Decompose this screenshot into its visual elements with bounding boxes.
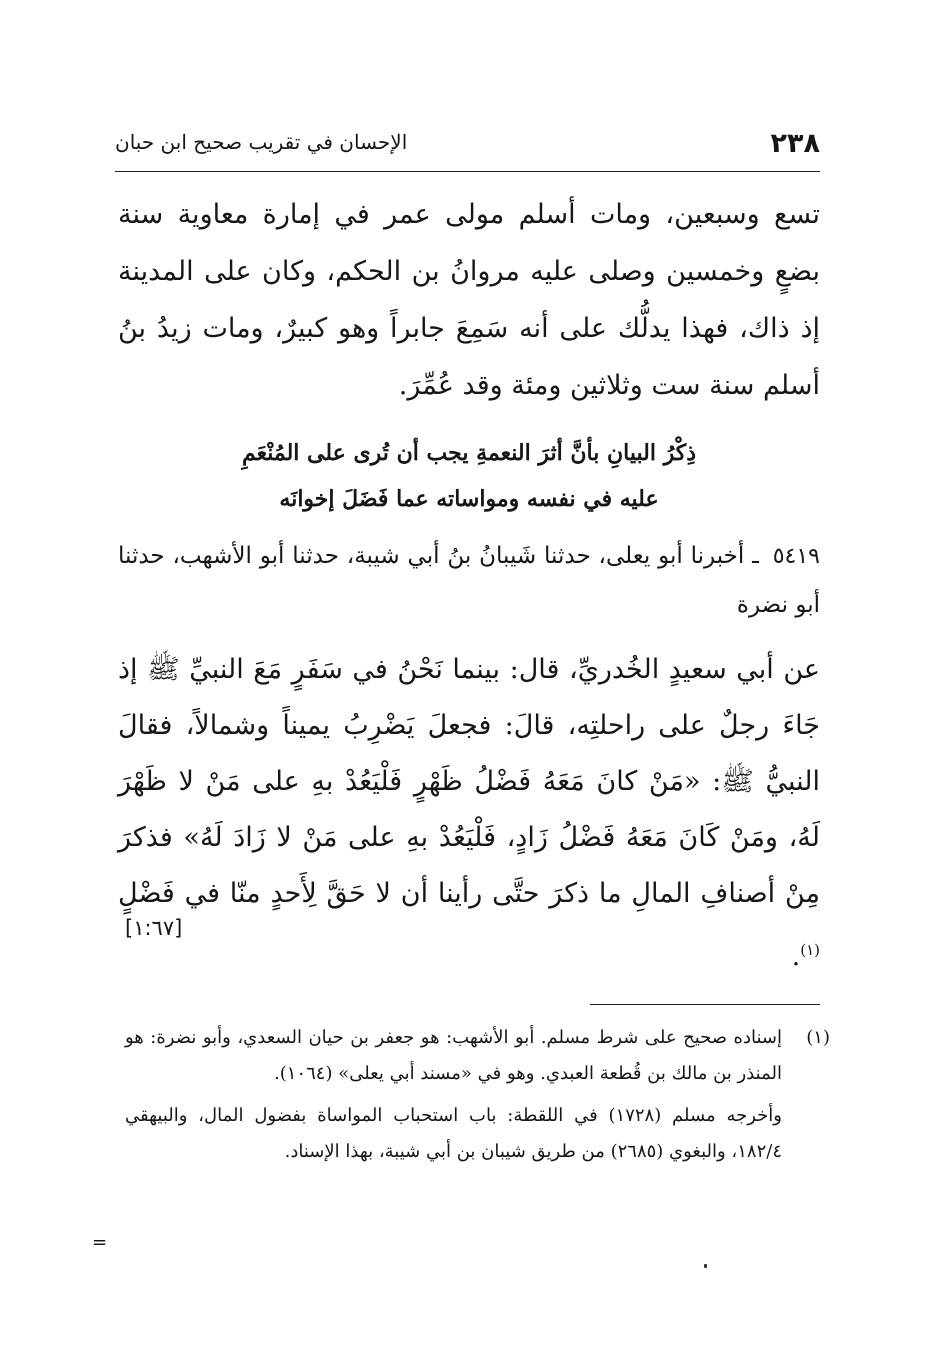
header-rule <box>115 171 820 172</box>
hadith-matn-text: عن أبي سعيدٍ الخُدريِّ، قال: بينما نَحْنُ في سَفَرٍ مَعَ النبيِّ ﷺ إذ جَاءَ رجلٌ على راحلتِه، قالَ: فجعلَ يَضْرِبُ يميناً وشمالاً، فقالَ النبيُّ ﷺ: «مَنْ كانَ مَعَهُ فَضْلُ ظَهْرٍ فَلْيَعُدْ بهِ على مَنْ لا ظَهْرَ لَهُ، ومَنْ كَانَ مَعَهُ فَضْلُ زَادٍ، فَلْيَعُدْ بهِ على مَنْ لا زَادَ لَهُ» فذكرَ مِنْ أصنافِ المالِ ما ذكرَ حتَّى رأينا أن لا حَقَّ لِأَحدٍ منّا في فَضْلٍ <box>118 654 820 909</box>
section-heading <box>118 430 820 522</box>
print-speck <box>704 1264 707 1268</box>
hadith-number: ٥٤١٩ <box>772 544 820 569</box>
footnote-1 <box>125 1020 830 1092</box>
hadith-dash: ـ <box>752 543 759 569</box>
hadith-matn: عن أبي سعيدٍ الخُدريِّ، قال: بينما نَحْنُ في سَفَرٍ مَعَ النبيِّ ﷺ إذ جَاءَ رجلٌ على راحلتِه، قالَ: فجعلَ يَضْرِبُ يميناً وشمالاً، فقالَ النبيُّ ﷺ: «مَنْ كانَ مَعَهُ فَضْلُ ظَهْرٍ فَلْيَعُدْ بهِ على مَنْ لا ظَهْرَ لَهُ، ومَنْ كَانَ مَعَهُ فَضْلُ زَادٍ، فَلْيَعُدْ بهِ على مَنْ لا زَادَ لَهُ» فذكرَ مِنْ أصنافِ المالِ ما ذكرَ حتَّى رأينا أن لا حَقَّ لِأَحدٍ منّا في فَضْلٍ $^{(١)}$. <box>118 654 820 972</box>
footnote-text: وأخرجه مسلم (١٧٢٨) في اللقطة: باب استحباب المواساة بفضول المال، والبيهقي ١٨٢/٤، والبغوي (٢٦٨٥) من طريق شيبان بن أبي شيبة، بهذا الإسناد. <box>125 1105 782 1162</box>
footnote-rule <box>590 1004 820 1005</box>
page-header <box>115 118 820 168</box>
continuation-mark: = <box>92 1232 108 1253</box>
section-heading-line-1: ذِكْرُ البيانِ بأنَّ أثرَ النعمةِ يجب أن تُرى على المُنْعَمِ <box>241 440 697 466</box>
footnote-mark: (١) <box>806 1027 830 1048</box>
footnote-reference[interactable]: (١) <box>800 941 820 959</box>
footnote-text: إسناده صحيح على شرط مسلم. أبو الأشهب: هو جعفر بن حيان السعدي، وأبو نضرة: هو المنذر بن مالك بن قُطعة العبدي. وهو في «مسند أبي يعلى» (١٠٦٤). <box>125 1027 782 1084</box>
section-heading-line-2: عليه في نفسه ومواساته عما فَضَلَ إخوانَه <box>279 486 659 512</box>
hadith-isnad-text: أخبرنا أبو يعلى، حدثنا شَيبانُ بنُ أبي شيبة، حدثنا أبو الأشهب، حدثنا أبو نضرة <box>118 543 820 618</box>
footnotes <box>125 1020 830 1170</box>
paragraph-continuation: تسع وسبعين، ومات أسلم مولى عمر في إمارة معاوية سنة بضعٍ وخمسين وصلى عليه مروانُ بن الحكم، وكان على المدينة إذ ذاك، فهذا يدلُّك على أنه سَمِعَ جابراً وهو كبيرٌ، ومات زيدُ بنُ أسلم سنة ست وثلاثين ومئة وقد عُمِّرَ. <box>118 199 820 401</box>
cross-reference: [١:٦٧] <box>125 916 183 940</box>
page-number: ٢٣٨ <box>770 128 820 159</box>
running-title: الإحسان في تقريب صحيح ابن حبان <box>115 130 408 154</box>
footnote-1-continuation <box>125 1098 830 1170</box>
hadith-isnad <box>118 532 820 629</box>
